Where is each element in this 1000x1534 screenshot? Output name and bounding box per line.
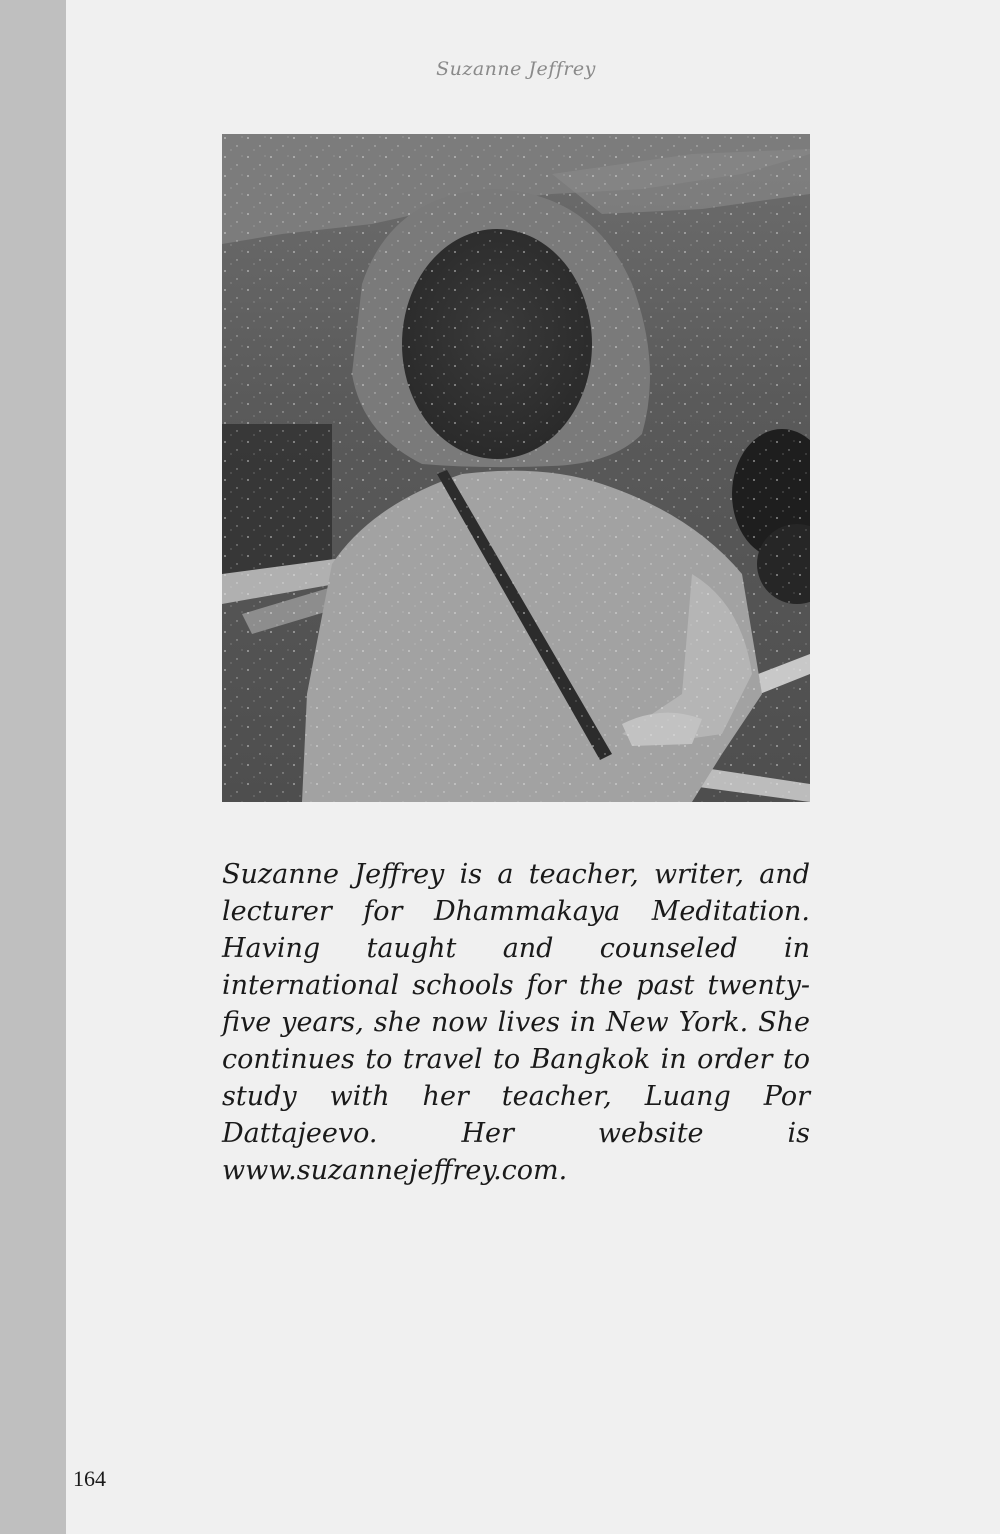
page-edge-bar — [0, 0, 66, 1534]
author-photo — [222, 134, 810, 802]
running-header: Suzanne Jeffrey — [436, 58, 596, 80]
portrait-photo-icon — [222, 134, 810, 802]
author-bio-paragraph: Suzanne Jeffrey is a teacher, writer, and lecturer for Dhammakaya Meditation. Having taught and counseled in international schools for the past twenty-five years, she now lives in New York. She continues to travel to Bangkok in order to study with her teacher, Luang Por Dattajeevo. Her website is www.suzannejeffrey.com. — [222, 859, 810, 1186]
page-number: 164 — [73, 1466, 106, 1491]
